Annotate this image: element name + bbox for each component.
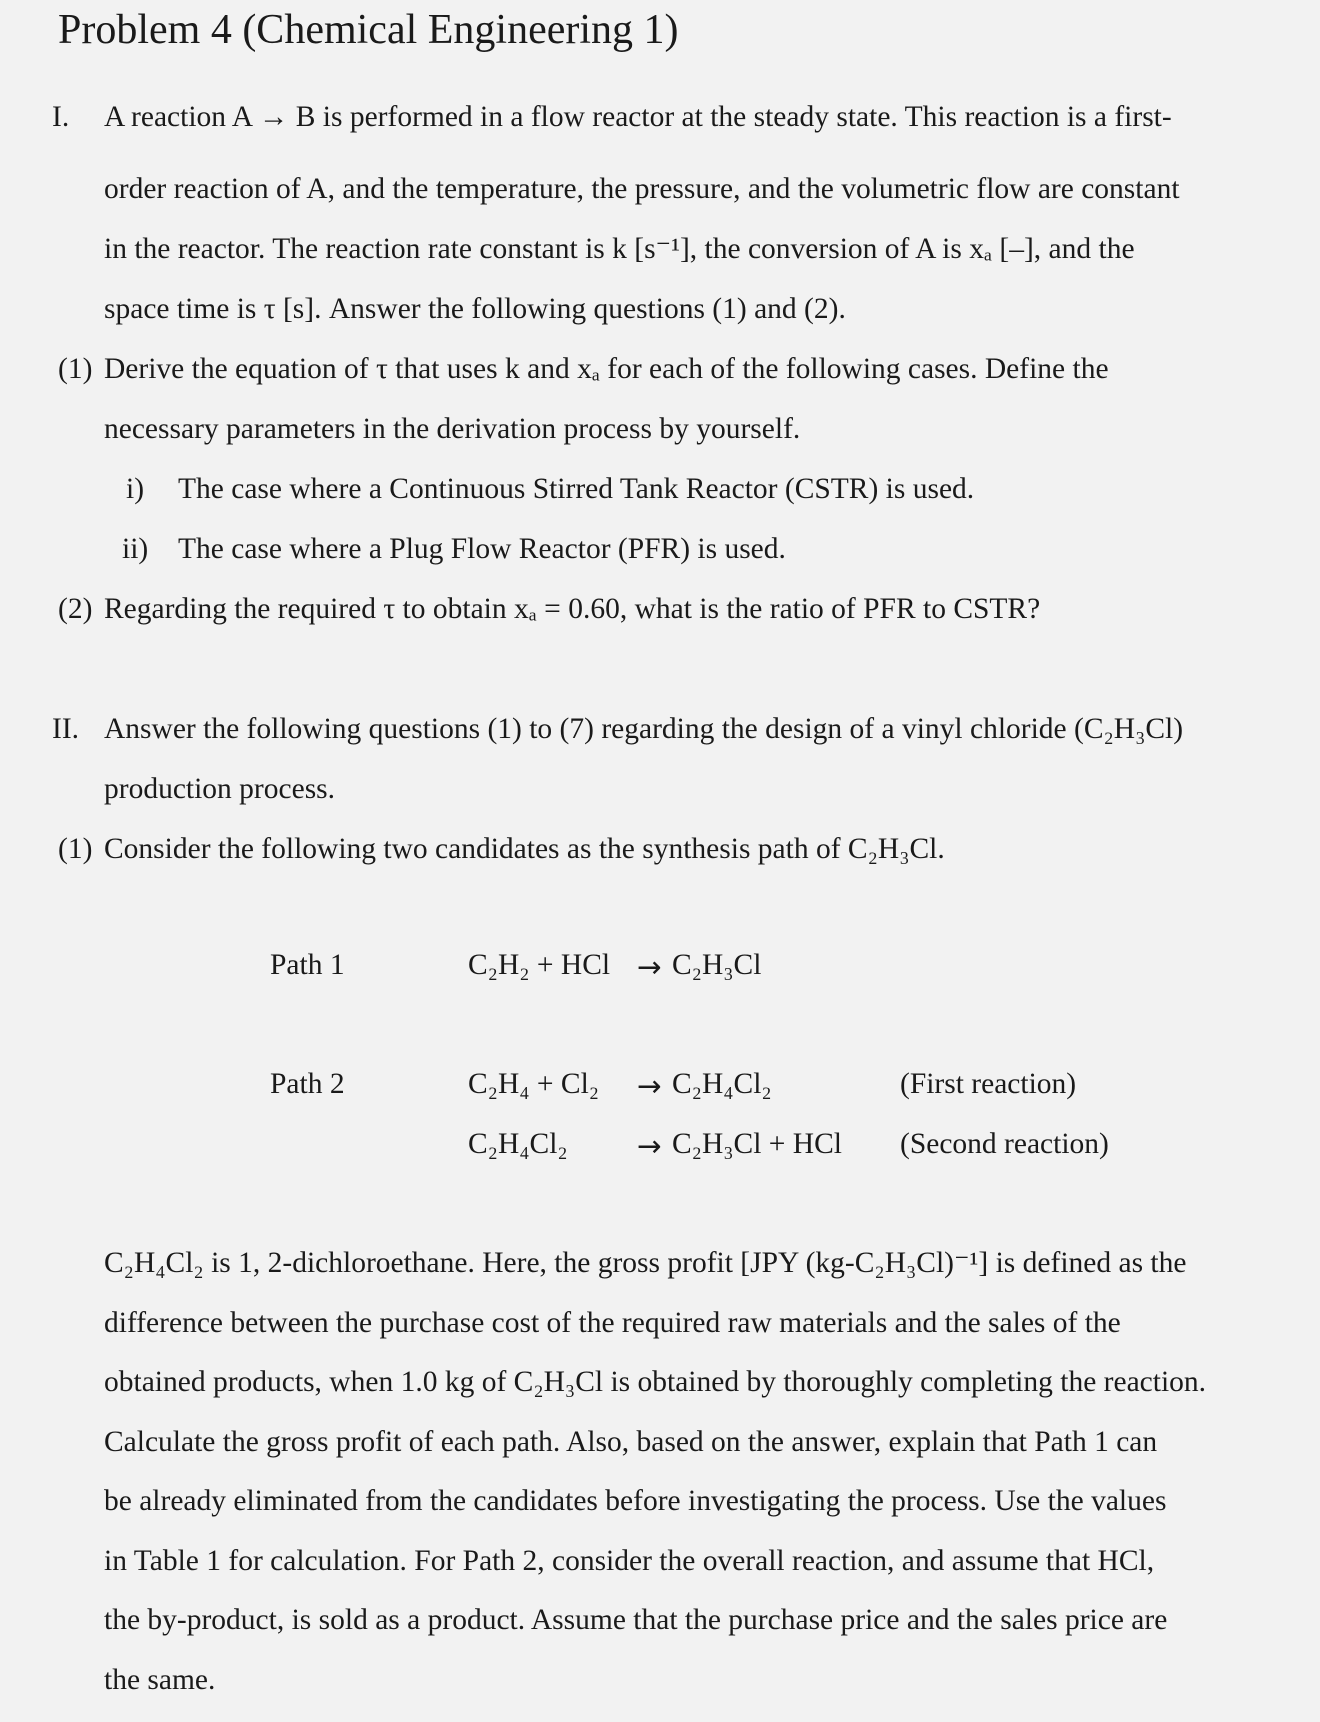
path-1-reaction-right: C₂H₃Cl bbox=[672, 949, 762, 981]
path-2-reaction-1-arrow-icon: → bbox=[637, 1069, 662, 1103]
paragraph-line-2: difference between the purchase cost of the required raw materials and the sales of the bbox=[104, 1307, 1121, 1339]
paragraph-line-8: the same. bbox=[104, 1664, 216, 1696]
section-1-marker: I. bbox=[52, 101, 70, 133]
section-1-line-4: space time is τ [s]. Answer the following questions (1) and (2). bbox=[104, 293, 846, 325]
question-1-line-2: necessary parameters in the derivation process by yourself. bbox=[104, 413, 801, 445]
path-2-reaction-2-arrow-icon: → bbox=[637, 1129, 662, 1163]
section-1-line-2: order reaction of A, and the temperature, the pressure, and the volumetric flow are constant bbox=[104, 173, 1180, 205]
case-ii-text: The case where a Plug Flow Reactor (PFR) is used. bbox=[178, 533, 786, 565]
paragraph-line-3: obtained products, when 1.0 kg of C₂H₃Cl is obtained by thoroughly completing the reaction. bbox=[104, 1366, 1207, 1398]
paragraph-line-4: Calculate the gross profit of each path. Also, based on the answer, explain that Path 1 can bbox=[104, 1426, 1158, 1458]
case-i-marker: i) bbox=[126, 473, 145, 505]
path-2-label: Path 2 bbox=[270, 1068, 345, 1100]
question-1-line-1: Derive the equation of τ that uses k and xₐ for each of the following cases. Define the bbox=[104, 353, 1109, 385]
path-1-arrow-icon: → bbox=[637, 950, 662, 984]
paragraph-line-1: C₂H₄Cl₂ is 1, 2-dichloroethane. Here, the gross profit [JPY (kg-C₂H₃Cl)⁻¹] is defined as the bbox=[104, 1247, 1187, 1279]
path-2-reaction-1-note: (First reaction) bbox=[900, 1068, 1077, 1100]
path-2-reaction-2-right: C₂H₃Cl + HCl bbox=[672, 1128, 842, 1160]
paragraph-line-5: be already eliminated from the candidates before investigating the process. Use the values bbox=[104, 1485, 1167, 1517]
section-2-line-1: Answer the following questions (1) to (7) regarding the design of a vinyl chloride (C₂H₃Cl) bbox=[104, 713, 1184, 745]
section-1-line-3: in the reactor. The reaction rate constant is k [s⁻¹], the conversion of A is xₐ [–], and the bbox=[104, 233, 1135, 265]
paragraph-line-6: in Table 1 for calculation. For Path 2, consider the overall reaction, and assume that HCl, bbox=[104, 1545, 1155, 1577]
path-2-reaction-1-left: C₂H₄ + Cl₂ bbox=[468, 1068, 600, 1100]
question-1-marker: (1) bbox=[58, 353, 93, 385]
question-2-marker: (2) bbox=[58, 593, 93, 625]
case-i-text: The case where a Continuous Stirred Tank Reactor (CSTR) is used. bbox=[178, 473, 975, 505]
path-2-reaction-2-note: (Second reaction) bbox=[900, 1128, 1109, 1160]
path-2-reaction-1-right: C₂H₄Cl₂ bbox=[672, 1068, 772, 1100]
section-2-question-1-text: Consider the following two candidates as the synthesis path of C₂H₃Cl. bbox=[104, 833, 945, 865]
section-1-line-1: A reaction A → B is performed in a flow reactor at the steady state. This reaction is a first- bbox=[104, 101, 1172, 133]
paragraph-line-7: the by-product, is sold as a product. Assume that the purchase price and the sales price are bbox=[104, 1604, 1168, 1636]
path-2-reaction-2-left: C₂H₄Cl₂ bbox=[468, 1128, 568, 1160]
path-1-label: Path 1 bbox=[270, 949, 345, 981]
section-2-question-1-marker: (1) bbox=[58, 833, 93, 865]
problem-title: Problem 4 (Chemical Engineering 1) bbox=[58, 7, 679, 53]
section-2-marker: II. bbox=[52, 713, 80, 745]
section-2-line-2: production process. bbox=[104, 773, 336, 805]
path-1-reaction-left: C₂H₂ + HCl bbox=[468, 949, 611, 981]
case-ii-marker: ii) bbox=[122, 533, 149, 565]
question-2-text: Regarding the required τ to obtain xₐ = 0.60, what is the ratio of PFR to CSTR? bbox=[104, 593, 1041, 625]
